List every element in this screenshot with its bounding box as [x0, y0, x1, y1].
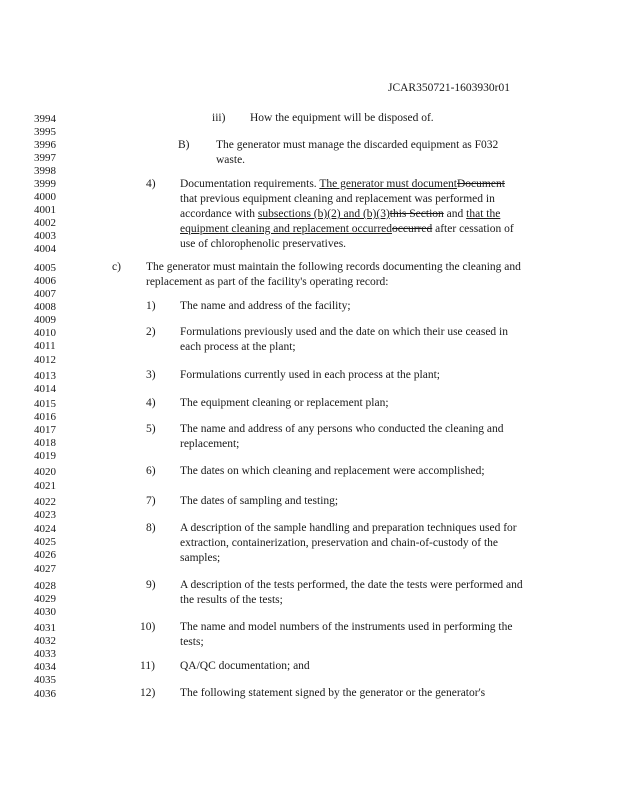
line-number: 4028	[34, 580, 56, 592]
line-number: 4010	[34, 327, 56, 339]
deleted-text: this Section	[389, 208, 444, 220]
line-number: 4005	[34, 262, 56, 274]
inserted-text: that the equipment cleaning and replacement occurred	[180, 208, 501, 235]
line-number: 4036	[34, 688, 56, 700]
line-number: 4020	[34, 466, 56, 478]
list-marker: 1)	[146, 300, 156, 312]
list-item: Formulations currently used in each process at the plant;	[180, 369, 440, 381]
line-number: 4035	[34, 674, 56, 686]
line-number: 4018	[34, 437, 56, 449]
text-run: and	[443, 208, 467, 220]
list-item: The name and address of the facility;	[180, 300, 351, 312]
list-item: Formulations previously used and the date on which their use ceased in each process at the plant;	[180, 326, 508, 353]
paragraph-B: The generator must manage the discarded equipment as F032 waste.	[216, 139, 499, 166]
list-marker: 4)	[146, 397, 156, 409]
line-number: 4009	[34, 314, 56, 326]
line-number: 4016	[34, 411, 56, 423]
line-number: 4033	[34, 648, 56, 660]
line-number: 4032	[34, 635, 56, 647]
line-number: 4014	[34, 383, 56, 395]
line-number: 4002	[34, 217, 56, 229]
line-number: 3998	[34, 165, 56, 177]
list-marker: 9)	[146, 579, 156, 591]
line-number: 4034	[34, 661, 56, 673]
line-number: 4023	[34, 509, 56, 521]
line-number: 3995	[34, 126, 56, 138]
line-number: 4001	[34, 204, 56, 216]
line-number: 3999	[34, 178, 56, 190]
list-item: A description of the sample handling and preparation techniques used for extraction, containerization, preservation and chain-of-custody of the samples;	[180, 522, 517, 564]
list-marker: 8)	[146, 522, 156, 534]
line-number: 3994	[34, 113, 56, 125]
list-item: The name and model numbers of the instruments used in performing the tests;	[180, 621, 513, 648]
line-number: 4003	[34, 230, 56, 242]
line-number: 4026	[34, 549, 56, 561]
list-marker: 7)	[146, 495, 156, 507]
line-number: 4000	[34, 191, 56, 203]
deleted-text: occurred	[392, 223, 433, 235]
list-marker: 6)	[146, 465, 156, 477]
list-item: QA/QC documentation; and	[180, 660, 310, 672]
list-marker: 12)	[140, 687, 156, 699]
line-number: 4007	[34, 288, 56, 300]
list-marker: 10)	[140, 621, 156, 633]
line-number: 4012	[34, 354, 56, 366]
line-number: 3997	[34, 152, 56, 164]
text-run: that previous equipment cleaning and replacement was performed in accordance with	[180, 193, 495, 220]
paragraph-documentation-requirements	[180, 177, 524, 252]
list-item: The name and address of any persons who conducted the cleaning and replacement;	[180, 423, 504, 450]
inserted-text: subsections (b)(2) and (b)(3)	[257, 208, 390, 220]
line-number: 4024	[34, 523, 56, 535]
line-number: 4019	[34, 450, 56, 462]
line-number: 4017	[34, 424, 56, 436]
inserted-text: The generator must document	[319, 178, 457, 190]
list-marker: c)	[112, 261, 121, 273]
list-marker: iii)	[212, 112, 226, 124]
line-number: 4029	[34, 593, 56, 605]
text-run: Documentation requirements.	[180, 178, 320, 190]
list-item: A description of the tests performed, the date the tests were performed and the results of the tests;	[180, 579, 523, 606]
line-number: 4013	[34, 370, 56, 382]
line-number: 4022	[34, 496, 56, 508]
list-item: The dates on which cleaning and replacement were accomplished;	[180, 465, 485, 477]
list-item: The equipment cleaning or replacement plan;	[180, 397, 389, 409]
line-number: 4004	[34, 243, 56, 255]
document-id-header: JCAR350721-1603930r01	[387, 82, 510, 94]
line-number: 4021	[34, 480, 56, 492]
list-marker: B)	[178, 139, 190, 151]
line-number: 4011	[34, 340, 56, 352]
text-run: after cessation of use of chlorophenolic preservatives.	[180, 223, 514, 250]
paragraph-c: The generator must maintain the following records documenting the cleaning and replacement as part of the facility's operating record:	[146, 261, 521, 288]
paragraph-iii: How the equipment will be disposed of.	[250, 112, 434, 124]
line-number: 4008	[34, 301, 56, 313]
deleted-text: Document	[457, 178, 505, 190]
line-number: 4006	[34, 275, 56, 287]
list-marker: 3)	[146, 369, 156, 381]
list-marker: 4)	[146, 178, 156, 190]
line-number: 3996	[34, 139, 56, 151]
line-number: 4030	[34, 606, 56, 618]
list-item: The dates of sampling and testing;	[180, 495, 339, 507]
list-item: The following statement signed by the generator or the generator's	[180, 687, 486, 699]
list-marker: 11)	[140, 660, 155, 672]
line-number: 4015	[34, 398, 56, 410]
list-marker: 5)	[146, 423, 156, 435]
line-number: 4025	[34, 536, 56, 548]
line-number: 4031	[34, 622, 56, 634]
line-number: 4027	[34, 563, 56, 575]
list-marker: 2)	[146, 326, 156, 338]
